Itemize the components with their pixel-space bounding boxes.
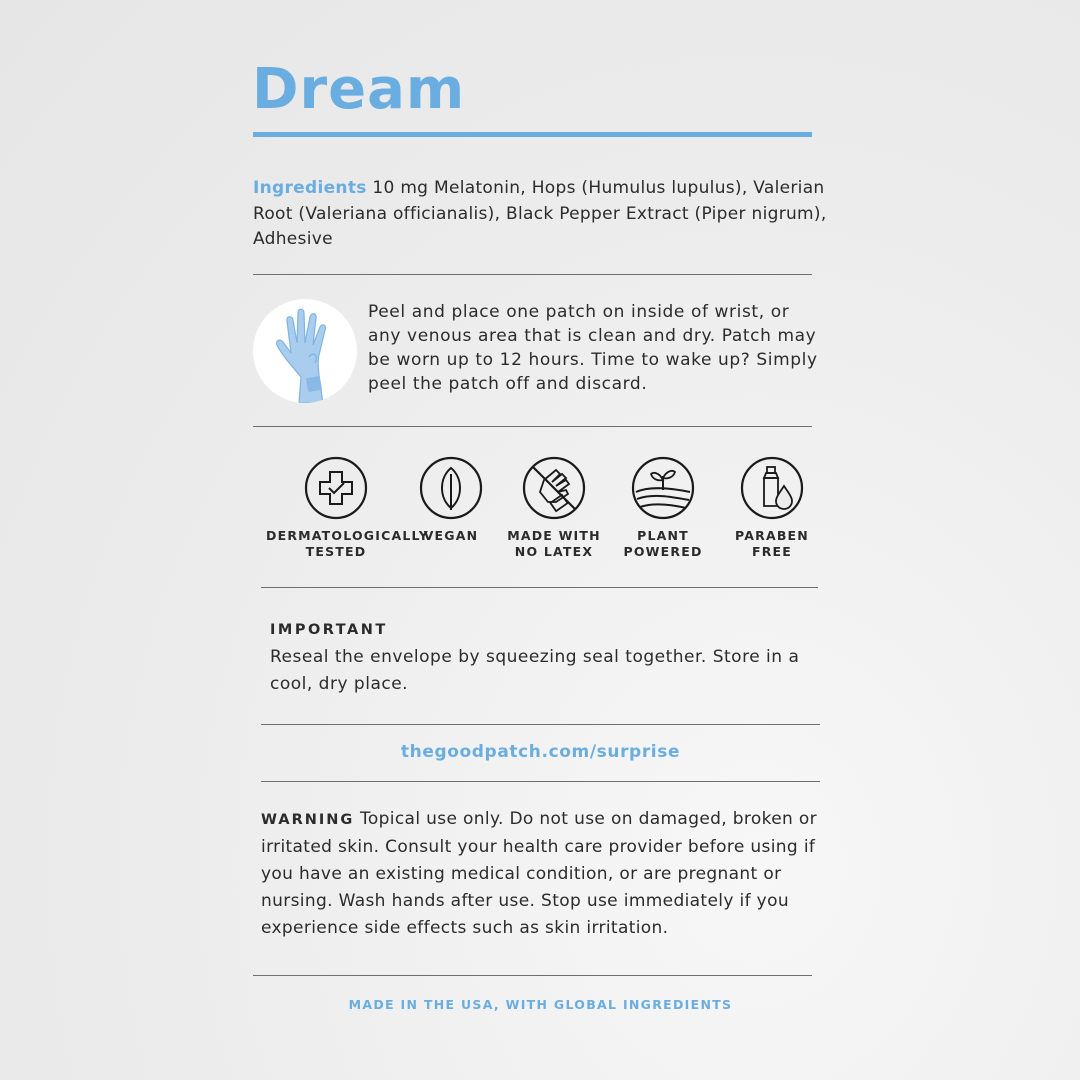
divider: [253, 426, 812, 427]
badge-label: PARABEN FREE: [735, 528, 809, 559]
badge-label: PLANT POWERED: [623, 528, 703, 559]
warning-text: Topical use only. Do not use on damaged, broken or irritated skin. Consult your health care provider before using if you have an existing medical condition, or are pregnant or nursing. Wash hands after use. Stop use immediately if you experience side effects such as skin irritation.: [261, 809, 818, 938]
product-title: Dream: [252, 57, 466, 122]
warning-label: WARNING: [261, 812, 355, 828]
ingredients-text: 10 mg Melatonin, Hops (Humulus lupulus), Valerian Root (Valeriana officianalis), Black Pepper Extract (Piper nigrum), Adhesive: [253, 178, 827, 249]
medical-cross-check-icon: [304, 456, 368, 520]
paraben-bottle-drop-icon: [740, 456, 804, 520]
no-latex-glove-icon: [522, 456, 586, 520]
leaf-icon: [419, 456, 483, 520]
directions-text: Peel and place one patch on inside of wrist, or any venous area that is clean and dry. Patch may be worn up to 12 hours. Time to wake up? Simply peel the patch off and discard.: [368, 302, 818, 394]
hand-wrist-patch-icon: [253, 299, 357, 403]
important-heading: IMPORTANT: [270, 622, 388, 638]
warning-block: [261, 806, 836, 942]
divider: [261, 587, 818, 588]
footer-origin-text: MADE IN THE USA, WITH GLOBAL INGREDIENTS: [348, 997, 733, 1012]
plant-sprout-icon: [631, 456, 695, 520]
ingredients-label: Ingredients: [253, 178, 367, 198]
website-link[interactable]: thegoodpatch.com/surprise: [400, 742, 681, 762]
important-text: Reseal the envelope by squeezing seal together. Store in a cool, dry place.: [270, 647, 800, 694]
divider: [253, 975, 812, 976]
badge-paraben-free: [702, 456, 842, 560]
divider: [261, 724, 820, 725]
divider: [253, 274, 812, 275]
title-underline: [253, 132, 812, 137]
badge-label: VEGAN: [423, 528, 479, 543]
badge-label: MADE WITH NO LATEX: [507, 528, 601, 559]
badge-label: DERMATOLOGICALLY TESTED: [266, 528, 429, 559]
divider: [261, 781, 820, 782]
ingredients-block: [253, 176, 833, 253]
